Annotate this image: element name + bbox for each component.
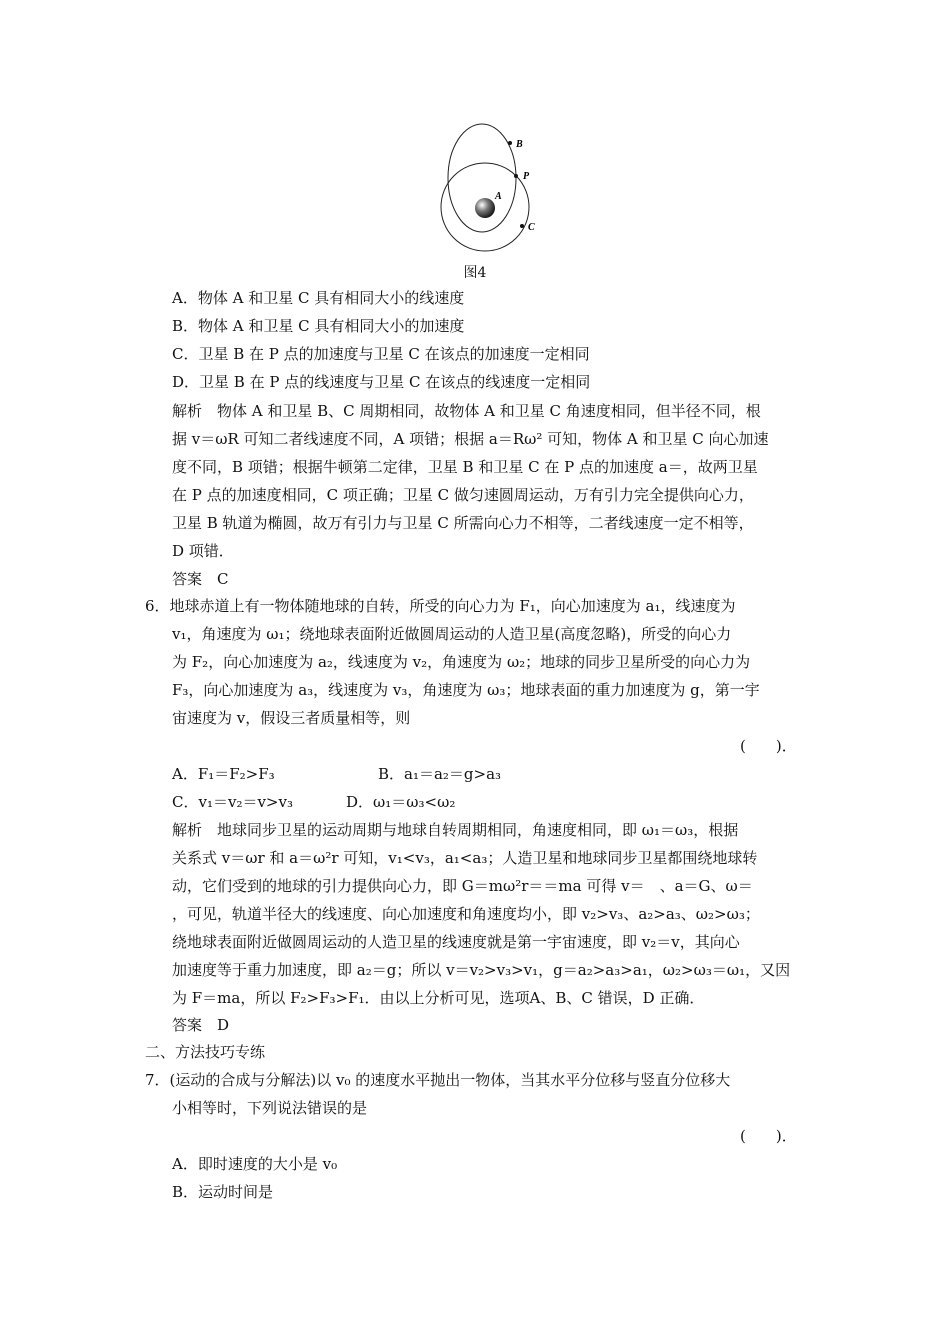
- satellite-b-dot: [508, 141, 512, 145]
- q6-analysis-line: 加速度等于重力加速度，即 a₂＝g；所以 v＝v₂>v₃>v₁，g＝a₂>a₃>a₁，ω₂>ω₃＝ω₁，又因: [172, 961, 791, 979]
- q6-stem-line: v₁，角速度为 ω₁；绕地球表面附近做圆周运动的人造卫星(高度忽略)，所受的向心力: [172, 625, 732, 643]
- q5-analysis-line: D 项错．: [172, 542, 234, 560]
- label-c: C: [528, 222, 535, 233]
- q7-stem-line: 7．(运动的合成与分解法)以 v₀ 的速度水平抛出一物体，当其水平分位移与竖直分位移大: [145, 1071, 731, 1089]
- q5-analysis-line: 解析 物体 A 和卫星 B、C 周期相同，故物体 A 和卫星 C 角速度相同，但半径不同，根: [172, 402, 761, 420]
- q6-analysis-line: ，可见，轨道半径大的线速度、向心加速度和角速度均小，即 v₂>v₃、a₂>a₃、ω₂>ω₃；: [172, 905, 760, 923]
- satellite-c-dot: [520, 224, 524, 228]
- q6-stem-line: F₃，向心加速度为 a₃，线速度为 v₃，角速度为 ω₃；地球表面的重力加速度为 g，第一宇: [172, 681, 760, 699]
- q6-analysis-line: 绕地球表面附近做圆周运动的人造卫星的线速度就是第一宇宙速度，即 v₂＝v，其向心: [172, 933, 740, 951]
- q6-stem-line: 宙速度为 v，假设三者质量相等，则: [172, 709, 411, 727]
- figure-caption: 图4: [463, 265, 487, 281]
- orbit-figure: [438, 120, 548, 258]
- q5-analysis-line: 卫星 B 轨道为椭圆，故万有引力与卫星 C 所需向心力不相等，二者线速度一定不相等，: [172, 514, 754, 532]
- q6-option-b: B．a₁＝a₂＝g>a₃: [378, 765, 502, 783]
- q5-option-d: D．卫星 B 在 P 点的线速度与卫星 C 在该点的线速度一定相同: [172, 373, 591, 391]
- section-heading: 二、方法技巧专练: [145, 1043, 266, 1061]
- label-a: A: [495, 191, 502, 202]
- q7-option-b: B．运动时间是: [172, 1183, 274, 1201]
- earth-icon: [475, 198, 495, 218]
- q6-option-d: D．ω₁＝ω₃<ω₂: [346, 793, 456, 811]
- q5-option-a: A．物体 A 和卫星 C 具有相同大小的线速度: [172, 289, 465, 307]
- q6-stem-line: 6．地球赤道上有一物体随地球的自转，所受的向心力为 F₁，向心加速度为 a₁，线速度为: [145, 597, 736, 615]
- point-p-dot: [514, 174, 518, 178]
- q7-answer-blank: ( )．: [740, 1127, 797, 1145]
- q5-analysis-line: 在 P 点的加速度相同，C 项正确；卫星 C 做匀速圆周运动，万有引力完全提供向心力，: [172, 486, 754, 504]
- q7-stem-line: 小相等时，下列说法错误的是: [172, 1099, 368, 1117]
- q6-option-a: A．F₁＝F₂>F₃: [172, 765, 275, 783]
- label-b: B: [516, 139, 523, 150]
- q6-option-c: C．v₁＝v₂＝v>v₃: [172, 793, 293, 811]
- q6-analysis-line: 关系式 v＝ωr 和 a＝ω²r 可知，v₁<v₃，a₁<a₃；人造卫星和地球同步卫星都围绕地球转: [172, 849, 758, 867]
- q5-analysis-line: 据 v＝ωR 可知二者线速度不同，A 项错；根据 a＝Rω² 可知，物体 A 和卫星 C 向心加速: [172, 430, 769, 448]
- q5-option-c: C．卫星 B 在 P 点的加速度与卫星 C 在该点的加速度一定相同: [172, 345, 590, 363]
- q6-analysis-line: 为 F＝ma，所以 F₂>F₃>F₁．由以上分析可见，选项A、B、C 错误，D 正确．: [172, 989, 705, 1007]
- q6-analysis-line: 解析 地球同步卫星的运动周期与地球自转周期相同，角速度相同，即 ω₁＝ω₃，根据: [172, 821, 739, 839]
- q7-option-a: A．即时速度的大小是 v₀: [172, 1155, 338, 1173]
- q6-analysis-line: 动，它们受到的地球的引力提供向心力，即 G＝mω²r＝＝ma 可得 v＝ 、a＝G、ω＝: [172, 877, 753, 895]
- q6-answer: 答案 D: [172, 1016, 230, 1034]
- q5-answer: 答案 C: [172, 570, 229, 588]
- label-p: P: [523, 171, 530, 182]
- q5-analysis-line: 度不同，B 项错；根据牛顿第二定律，卫星 B 和卫星 C 在 P 点的加速度 a＝，故两卫星: [172, 458, 758, 476]
- q6-stem-line: 为 F₂，向心加速度为 a₂，线速度为 v₂，角速度为 ω₂；地球的同步卫星所受的向心力为: [172, 653, 751, 671]
- q6-answer-blank: ( )．: [740, 737, 797, 755]
- q5-option-b: B．物体 A 和卫星 C 具有相同大小的加速度: [172, 317, 465, 335]
